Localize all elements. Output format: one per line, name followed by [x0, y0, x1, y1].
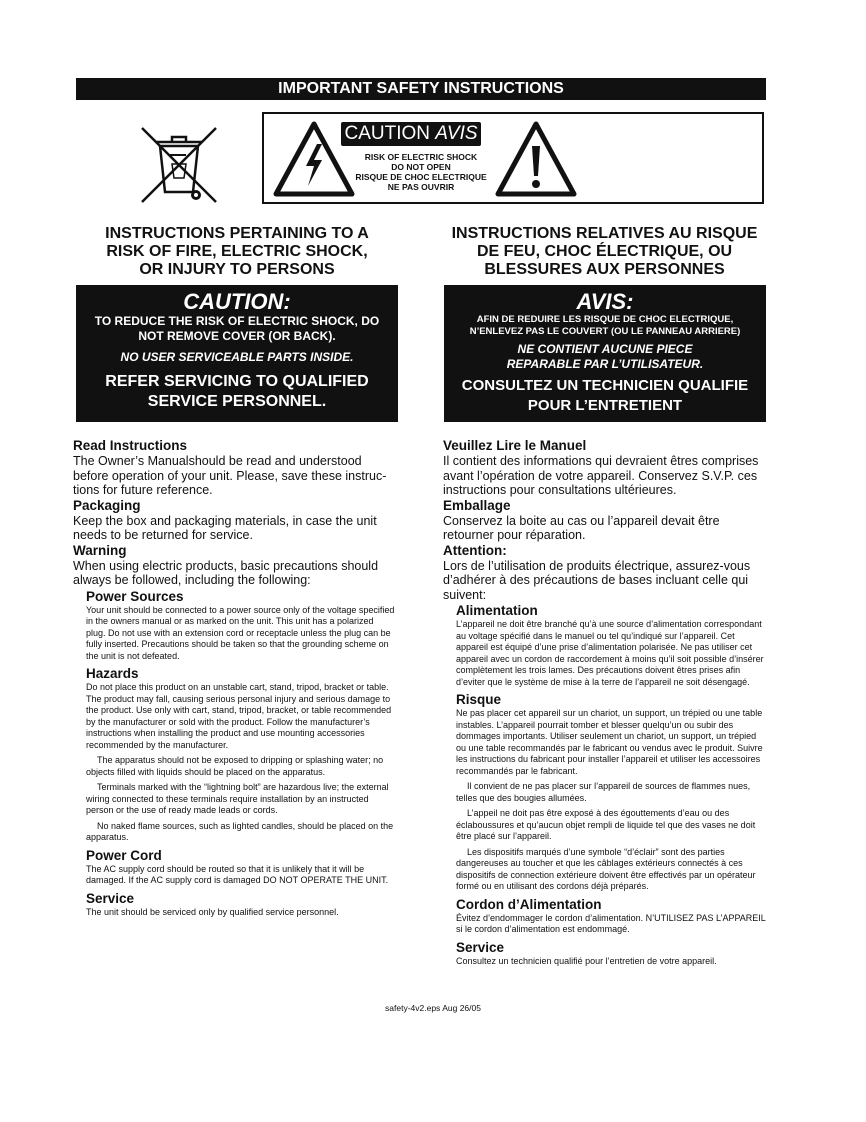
avis-box-line-3b: REPARABLE PAR L’UTILISATEUR. [506, 357, 704, 371]
caution-box-line-5: SERVICE PERSONNEL. [147, 393, 327, 410]
caution-en-line-2: DO NOT OPEN [391, 162, 451, 172]
risque-heading: Risque [456, 692, 502, 707]
emballage-text: Conservez la boite au cas ou l’appareil devait être retourner pour réparation. [443, 513, 720, 542]
service-heading: Service [86, 890, 135, 906]
hazards-text-1: Do not place this product on an unstable cart, stand, tripod, bracket or table. The product may fall, causing serious personal injury and serious damage to the product. Use only with cart, stand, tripod, bracket, or table recommended by the manufacturer or sold with the product. Follow the manufacturer’s instructions when installing the product and use mounting accessories recommended by the manufacturer. [86, 682, 392, 750]
left-heading-line-2: RISK OF FIRE, ELECTRIC SHOCK, [106, 243, 368, 260]
avis-box-title: AVIS: [576, 289, 634, 314]
caution-fr-line-1: RISQUE DE CHOC ELECTRIQUE [355, 172, 487, 182]
power-cord-text: The AC supply cord should be routed so that it is unlikely that it will be damaged. If the AC supply cord is damaged DO NOT OPERATE THE UNIT. [86, 863, 389, 885]
warning-heading: Warning [73, 542, 127, 558]
caution-box-en [76, 285, 398, 422]
exclamation-warning-icon [494, 120, 578, 203]
lire-manuel-text: Il contient des informations qui devraient êtres comprises avant l’opération de votre appareil. Conservez S.V.P. ces instructions pour consultations ultérieures. [443, 454, 759, 497]
avis-box-line-4: CONSULTEZ UN TECHNICIEN QUALIFIE [461, 377, 749, 394]
left-section-heading [76, 225, 398, 279]
power-cord-heading: Power Cord [86, 847, 162, 863]
right-heading-line-1: INSTRUCTIONS RELATIVES AU RISQUE [451, 225, 758, 242]
warning-text: When using electric products, basic precautions should always be followed, including the following: [73, 558, 379, 587]
cordon-heading: Cordon d’Alimentation [456, 896, 602, 912]
avis-box-line-3: NE CONTIENT AUCUNE PIECE [517, 342, 693, 356]
avis-box-line-1: AFIN DE REDUIRE LES RISQUE DE CHOC ELECTRIQUE, [476, 314, 734, 325]
avis-word: AVIS [435, 123, 478, 144]
read-instructions-text: The Owner’s Manualshould be read and understood before operation of your unit. Please, save these instruc-tions for future reference. [73, 454, 387, 497]
avis-box-line-2: N’ENLEVEZ PAS LE COUVERT (OU LE PANNEAU ARRIERE) [469, 326, 741, 337]
caution-box-title: CAUTION: [183, 289, 291, 314]
avis-box-line-5: POUR L’ENTRETIENT [527, 397, 683, 414]
caution-word: CAUTION [344, 123, 430, 144]
footer-file-reference: safety-4v2.eps Aug 26/05 [385, 1003, 481, 1013]
risque-text-2: Il convient de ne pas placer sur l’appareil de sources de flammes nues, telles que des bougies allumées. [456, 781, 751, 803]
alimentation-heading: Alimentation [456, 603, 538, 618]
hazards-text-3: Terminals marked with the “lightning bolt” are hazardous live; the external wiring connected to these terminals require installation by an instructed person or the use of ready made leads or cords. [86, 782, 389, 815]
right-column [443, 438, 768, 970]
right-heading-line-2: DE FEU, CHOC ÉLECTRIQUE, OU [476, 243, 733, 260]
packaging-text: Keep the box and packaging materials, in case the unit needs to be returned for service. [73, 513, 377, 542]
emballage-heading: Emballage [443, 497, 511, 513]
read-instructions-heading: Read Instructions [73, 438, 188, 453]
attention-heading: Attention: [443, 542, 507, 558]
right-section-heading [432, 225, 777, 279]
lire-manuel-heading: Veuillez Lire le Manuel [443, 438, 587, 453]
packaging-heading: Packaging [73, 497, 141, 513]
caution-en-line-1: RISK OF ELECTRIC SHOCK [364, 152, 478, 162]
hazards-text-2: The apparatus should not be exposed to dripping or splashing water; no objects filled with liquids should be placed on the apparatus. [86, 755, 384, 777]
service-text: The unit should be serviced only by qualified service personnel. [86, 906, 339, 917]
power-sources-heading: Power Sources [86, 588, 184, 604]
caution-box-line-3: NO USER SERVICEABLE PARTS INSIDE. [120, 350, 354, 364]
avis-box-fr [444, 285, 766, 422]
caution-avis-label [341, 122, 481, 146]
hazards-text-4: No naked flame sources, such as lighted candles, should be placed on the apparatus. [86, 820, 394, 842]
page-banner-title: IMPORTANT SAFETY INSTRUCTIONS [76, 78, 766, 100]
caution-box-line-2: NOT REMOVE COVER (OR BACK). [138, 329, 336, 343]
caution-fr-line-2: NE PAS OUVRIR [387, 182, 455, 192]
caution-box-line-1: TO REDUCE THE RISK OF ELECTRIC SHOCK, DO [94, 314, 380, 328]
left-heading-line-1: INSTRUCTIONS PERTAINING TO A [105, 225, 369, 242]
risque-text-3: L’appeil ne doit pas être exposé à des égouttements d’eau ou des éclaboussures et qu’aucun objet rempli de liquide tel que des vases ne doit être placé sur l’appareil. [456, 808, 756, 841]
caution-shock-text [341, 152, 501, 192]
alimentation-text: L’appareil ne doit être branché qu’à une source d’alimentation correspondant au voltage spécifié dans le manuel ou tel qu’indiqué sur l’appareil. Cet appareil est équipé d’une prise d’alimentation polarisée. Ne pas utiliser cet appareil avec un cordon de raccordement à moins qu’il soit possible d’insérer complètement les trois lames. Des précautions doivent êtres prises afin d’eviter que le système de mise à la terre de l’appareil ne soit désengagé. [456, 619, 764, 687]
power-sources-text: Your unit should be connected to a power source only of the voltage specified in the owners manual or as marked on the unit. This unit has a polarized plug. Do not use with an extension cord or receptacle unless the plug can be fully inserted. Precautions should be taken so that the grounding scheme on the unit is not defeated. [86, 604, 395, 661]
attention-text: Lors de l’utilisation de produits électrique, assurez-vous d’adhérer à des précautions de bases incluant celle qui suivent: [443, 558, 751, 602]
left-column [73, 438, 395, 921]
hazards-heading: Hazards [86, 666, 139, 681]
left-subsections [73, 588, 395, 919]
caution-box-line-4: REFER SERVICING TO QUALIFIED [105, 373, 369, 390]
risque-text-4: Les dispositifs marqués d’une symbole “d’éclair” sont des parties dangereuses au toucher et que les câblages extérieurs connectés à ces dispositifs de connection extérieure doivent être effectivés par un opérateur formé ou en utilisant des cordons déjà préparés. [456, 846, 756, 891]
right-heading-line-3: BLESSURES AUX PERSONNES [484, 261, 725, 278]
left-heading-line-3: OR INJURY TO PERSONS [139, 261, 335, 278]
service-fr-text: Consultez un technicien qualifié pour l’entretien de votre appareil. [456, 955, 717, 966]
service-fr-heading: Service [456, 939, 505, 955]
right-subsections [443, 602, 768, 967]
crossed-out-wheelie-bin-icon [138, 124, 220, 206]
cordon-text: Évitez d’endommager le cordon d’alimentation. N’UTILISEZ PAS L’APPAREIL si le cordon d’alimentation est endommagé. [456, 912, 766, 934]
risque-text-1: Ne pas placer cet appareil sur un chariot, un support, un trépied ou une table instables. L’appareil pourrait tomber et blesser quelqu’un ou subir des dommages importants. Utiliser seulement un chariot, un support, un trépied ou une table recommandés par le fabricant ou vendus avec le produit. Suivre les instructions du fabricant pour installer l’appareil et utiliser les accessoires recommandés par le fabricant. [456, 708, 763, 776]
